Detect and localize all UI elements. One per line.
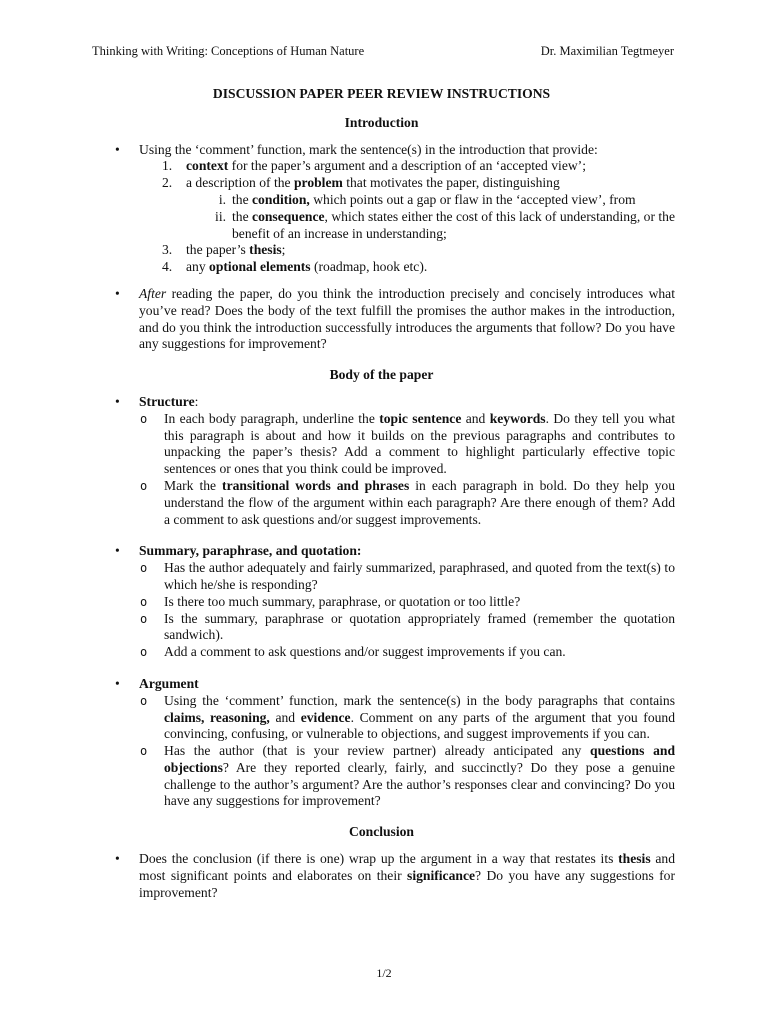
item-text: Is the summary, paraphrase or quotation appropriately framed (remember the quotation sandwich).: [164, 610, 675, 643]
list-number: i.: [218, 191, 226, 207]
argument-subitem-objections: [108, 743, 675, 810]
emphasis-word: After: [139, 285, 167, 301]
item-text: , which states either the cost of this lack of understanding, or the benefit of an increase in understanding;: [232, 208, 675, 241]
list-number: 1.: [162, 158, 173, 174]
section-heading-conclusion: Conclusion: [349, 824, 414, 840]
item-text: (roadmap, hook etc).: [310, 259, 428, 275]
bold-term: keywords: [489, 410, 546, 426]
item-text: which points out a gap or flaw in the ‘accepted view’, from: [309, 191, 636, 207]
intro-subitem-consequence: [108, 209, 675, 243]
list-number: 4.: [162, 259, 173, 275]
structure-subitem-transitions: [108, 478, 675, 528]
circle-bullet-icon: o: [140, 744, 148, 759]
structure-subitem-topic: [108, 411, 675, 478]
bullet-icon: •: [115, 543, 120, 559]
item-text: the paper’s: [186, 242, 250, 258]
body-bullet-argument: [108, 676, 675, 810]
bold-term: questions and objections: [164, 743, 675, 775]
list-number: 2.: [162, 175, 173, 191]
bullet-icon: •: [115, 675, 120, 691]
circle-bullet-icon: o: [140, 611, 148, 626]
bold-term: thesis: [249, 242, 282, 258]
bullet-label: Summary, paraphrase, and quotation:: [139, 543, 362, 559]
item-text: . Do they tell you what this paragraph is about and how it builds on the previous paragraphs and contributes to unpacking the paper’s thesis? Add a comment to highlight particularly effective topic sentences or ones that you think could be improved.: [164, 410, 675, 477]
section-heading-body: Body of the paper: [329, 367, 434, 383]
item-text: ? Are they reported clearly, fairly, and succinctly? Do they pose a genuine challenge to the author’s argument? Are the author’s responses clear and convincing? Do you have any suggestions for improvement?: [164, 759, 675, 809]
bold-term: consequence: [252, 208, 325, 224]
body-bullet-structure: [108, 394, 675, 528]
intro-bullet-comment: [108, 142, 675, 276]
circle-bullet-icon: o: [140, 645, 148, 660]
item-text: . Comment on any parts of the argument that you found convincing, confusing, or vulnerable to objections, and suggest improvements if you can.: [164, 709, 676, 742]
course-title: Thinking with Writing: Conceptions of Human Nature: [92, 44, 365, 58]
item-text: any: [186, 259, 210, 275]
bold-term: transitional words and phrases: [222, 477, 410, 493]
label-colon: :: [194, 393, 199, 409]
instructor-name: Dr. Maximilian Tegtmeyer: [540, 44, 674, 58]
page-number: 1/2: [376, 966, 392, 980]
circle-bullet-icon: o: [140, 411, 148, 426]
circle-bullet-icon: o: [140, 561, 148, 576]
item-text: Using the ‘comment’ function, mark the sentence(s) in the body paragraphs that contains: [164, 692, 675, 708]
argument-subitem-claims: [108, 693, 675, 743]
section-heading-introduction: Introduction: [344, 114, 419, 130]
bold-term: condition,: [252, 191, 310, 207]
item-text: and: [269, 709, 301, 725]
item-text: Add a comment to ask questions and/or suggest improvements if you can.: [164, 644, 566, 660]
bold-term: claims, reasoning,: [164, 709, 270, 725]
intro-item-optional: [108, 259, 675, 276]
circle-bullet-icon: o: [140, 478, 148, 493]
body-bullet-summary: [108, 543, 675, 661]
circle-bullet-icon: o: [140, 693, 148, 708]
bold-term: significance: [407, 867, 476, 883]
bullet-label: Structure: [139, 393, 195, 409]
item-text: Does the conclusion (if there is one) wrap up the argument in a way that restates its: [139, 851, 619, 867]
list-number: 3.: [162, 242, 173, 258]
item-text: for the paper’s argument and a description of an ‘accepted view’;: [228, 158, 586, 174]
summary-subitem-1: [108, 560, 675, 594]
item-text: Has the author adequately and fairly summarized, paraphrased, and quoted from the text(s) to which he/she is responding?: [164, 560, 675, 592]
document-body: [108, 86, 675, 901]
intro-item-problem: [108, 175, 675, 192]
item-text: and most significant points and elaborates on their: [139, 851, 676, 883]
item-text: the: [232, 208, 253, 224]
conclusion-bullet: [108, 851, 675, 901]
item-text: the: [232, 191, 253, 207]
item-text: Is there too much summary, paraphrase, or quotation or too little?: [164, 593, 521, 609]
item-text: ? Do you have any suggestions for improvement?: [139, 867, 675, 900]
intro-bullet-after: [108, 286, 675, 353]
bullet-icon: •: [115, 285, 120, 301]
circle-bullet-icon: o: [140, 594, 148, 609]
item-text: Has the author (that is your review partner) already anticipated any: [164, 743, 591, 759]
bold-term: context: [186, 158, 229, 174]
bullet-label: Argument: [139, 675, 199, 691]
item-text: and: [461, 410, 490, 426]
item-text: in each paragraph in bold. Do they help you understand the flow of the argument within each paragraph? Are there enough of them? Add a comment to ask questions and/or suggest improvements.: [164, 477, 675, 527]
intro-bullet-text: Using the ‘comment’ function, mark the sentence(s) in the introduction that provide:: [139, 141, 598, 157]
item-text: that motivates the paper, distinguishing: [342, 175, 560, 191]
bold-term: evidence: [300, 709, 351, 725]
summary-subitem-2: [108, 594, 675, 611]
intro-item-context: [108, 158, 675, 175]
item-text: a description of the: [186, 175, 294, 191]
bold-term: optional elements: [209, 259, 311, 275]
intro-item-thesis: [108, 242, 675, 259]
bullet-icon: •: [115, 393, 120, 409]
intro-bullet-text: reading the paper, do you think the introduction precisely and concisely introduces what you’ve read? Does the body of the text fulfill the promises the author makes in the introduction, and do you think the introduction successfully introduces the arguments that follow? Do you have any suggestions for improvement?: [139, 285, 675, 352]
bold-term: problem: [293, 175, 343, 191]
bold-term: topic sentence: [379, 410, 462, 426]
summary-subitem-4: [108, 644, 675, 661]
item-text: Mark the: [164, 477, 223, 493]
intro-subitem-condition: [108, 192, 675, 209]
bullet-icon: •: [115, 851, 120, 867]
list-number: ii.: [215, 208, 226, 224]
item-text: ;: [281, 242, 286, 258]
summary-subitem-3: [108, 611, 675, 645]
document-title: DISCUSSION PAPER PEER REVIEW INSTRUCTIONS: [212, 86, 551, 101]
bold-term: thesis: [618, 851, 651, 867]
bullet-icon: •: [115, 141, 120, 157]
item-text: In each body paragraph, underline the: [164, 410, 380, 426]
